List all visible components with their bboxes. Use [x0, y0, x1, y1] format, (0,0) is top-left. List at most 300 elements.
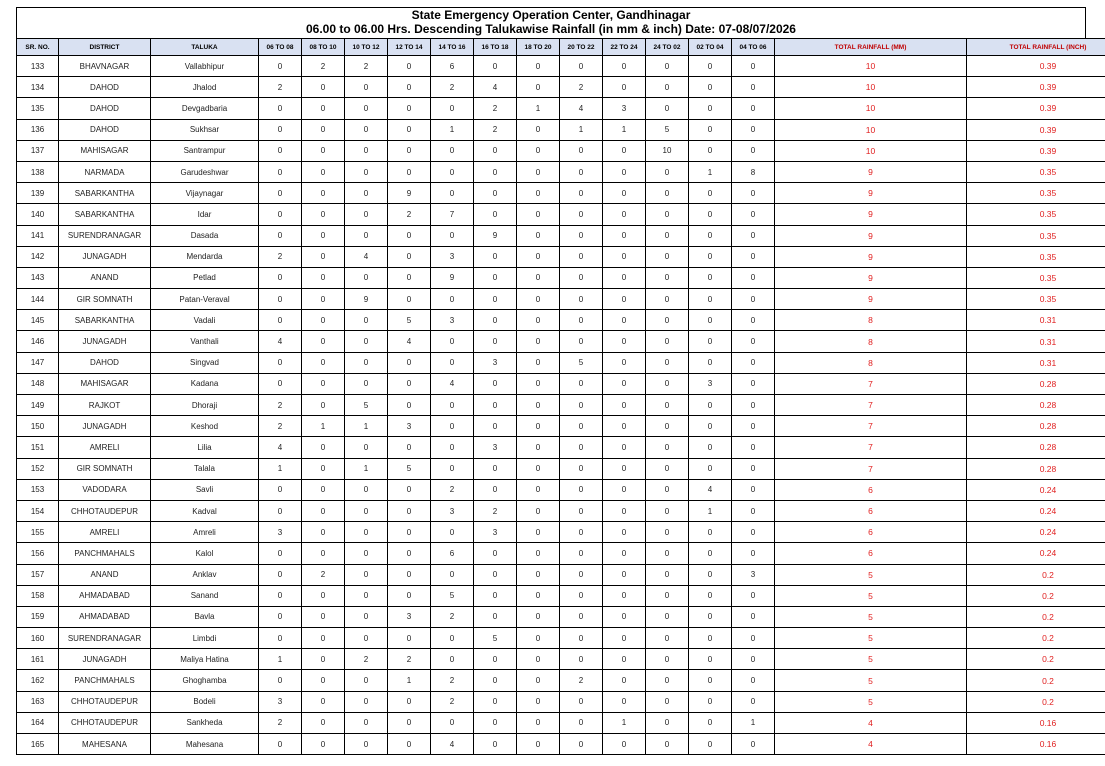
taluka-cell: Mendarda [151, 246, 259, 267]
slot-rainfall-cell: 0 [560, 500, 603, 521]
slot-rainfall-cell: 0 [732, 458, 775, 479]
slot-rainfall-cell: 5 [646, 119, 689, 140]
slot-rainfall-cell: 0 [388, 225, 431, 246]
slot-rainfall-cell: 0 [517, 373, 560, 394]
slot-rainfall-cell: 0 [689, 585, 732, 606]
sr-no-cell: 137 [17, 140, 59, 161]
slot-rainfall-cell: 0 [560, 543, 603, 564]
slot-rainfall-cell: 0 [345, 670, 388, 691]
slot-rainfall-cell: 0 [560, 628, 603, 649]
slot-rainfall-cell: 6 [431, 56, 474, 77]
slot-rainfall-cell: 0 [689, 352, 732, 373]
slot-rainfall-cell: 0 [517, 585, 560, 606]
district-cell: SABARKANTHA [59, 310, 151, 331]
slot-rainfall-cell: 0 [646, 564, 689, 585]
slot-rainfall-cell: 0 [388, 56, 431, 77]
table-row [17, 183, 1105, 204]
total-inch-cell: 0.24 [967, 522, 1105, 543]
taluka-cell: Patan-Veraval [151, 289, 259, 310]
slot-rainfall-cell: 3 [259, 691, 302, 712]
slot-rainfall-cell: 2 [345, 56, 388, 77]
slot-rainfall-cell: 0 [560, 183, 603, 204]
slot-rainfall-cell: 0 [345, 479, 388, 500]
table-row [17, 564, 1105, 585]
slot-rainfall-cell: 0 [603, 479, 646, 500]
slot-rainfall-cell: 0 [689, 670, 732, 691]
slot-rainfall-cell: 0 [345, 119, 388, 140]
col-header-slot: 08 TO 10 [302, 39, 345, 56]
slot-rainfall-cell: 0 [517, 670, 560, 691]
slot-rainfall-cell: 5 [474, 628, 517, 649]
slot-rainfall-cell: 4 [474, 77, 517, 98]
sr-no-cell: 150 [17, 416, 59, 437]
slot-rainfall-cell: 0 [646, 522, 689, 543]
slot-rainfall-cell: 0 [517, 77, 560, 98]
total-mm-cell: 10 [775, 56, 967, 77]
table-row [17, 395, 1105, 416]
col-header-slot: 22 TO 24 [603, 39, 646, 56]
slot-rainfall-cell: 0 [732, 77, 775, 98]
slot-rainfall-cell: 0 [646, 670, 689, 691]
table-row [17, 500, 1105, 521]
slot-rainfall-cell: 0 [560, 649, 603, 670]
table-row [17, 606, 1105, 627]
slot-rainfall-cell: 0 [517, 56, 560, 77]
slot-rainfall-cell: 0 [517, 437, 560, 458]
slot-rainfall-cell: 0 [603, 522, 646, 543]
total-mm-cell: 9 [775, 225, 967, 246]
slot-rainfall-cell: 3 [388, 416, 431, 437]
slot-rainfall-cell: 0 [345, 543, 388, 564]
slot-rainfall-cell: 0 [474, 734, 517, 755]
district-cell: MAHISAGAR [59, 373, 151, 394]
slot-rainfall-cell: 0 [259, 140, 302, 161]
taluka-cell: Santrampur [151, 140, 259, 161]
slot-rainfall-cell: 0 [560, 310, 603, 331]
slot-rainfall-cell: 0 [345, 331, 388, 352]
rainfall-report [16, 7, 1086, 755]
table-row [17, 119, 1105, 140]
slot-rainfall-cell: 0 [646, 734, 689, 755]
slot-rainfall-cell: 0 [302, 628, 345, 649]
slot-rainfall-cell: 0 [603, 437, 646, 458]
slot-rainfall-cell: 0 [345, 373, 388, 394]
slot-rainfall-cell: 0 [732, 331, 775, 352]
slot-rainfall-cell: 0 [517, 225, 560, 246]
total-mm-cell: 6 [775, 479, 967, 500]
slot-rainfall-cell: 0 [689, 395, 732, 416]
slot-rainfall-cell: 0 [560, 289, 603, 310]
district-cell: SABARKANTHA [59, 183, 151, 204]
slot-rainfall-cell: 0 [689, 204, 732, 225]
slot-rainfall-cell: 0 [603, 606, 646, 627]
district-cell: PANCHMAHALS [59, 543, 151, 564]
total-mm-cell: 5 [775, 691, 967, 712]
sr-no-cell: 155 [17, 522, 59, 543]
total-inch-cell: 0.2 [967, 628, 1105, 649]
total-inch-cell: 0.16 [967, 734, 1105, 755]
total-mm-cell: 10 [775, 140, 967, 161]
col-header-slot: 24 TO 02 [646, 39, 689, 56]
total-inch-cell: 0.24 [967, 500, 1105, 521]
slot-rainfall-cell: 0 [388, 246, 431, 267]
slot-rainfall-cell: 1 [603, 119, 646, 140]
taluka-cell: Sukhsar [151, 119, 259, 140]
slot-rainfall-cell: 8 [732, 161, 775, 182]
slot-rainfall-cell: 0 [431, 628, 474, 649]
slot-rainfall-cell: 0 [517, 522, 560, 543]
report-title-block [16, 7, 1086, 38]
slot-rainfall-cell: 0 [345, 352, 388, 373]
slot-rainfall-cell: 0 [603, 564, 646, 585]
slot-rainfall-cell: 0 [474, 458, 517, 479]
slot-rainfall-cell: 0 [302, 352, 345, 373]
slot-rainfall-cell: 0 [345, 225, 388, 246]
slot-rainfall-cell: 0 [302, 225, 345, 246]
slot-rainfall-cell: 0 [603, 649, 646, 670]
slot-rainfall-cell: 0 [259, 585, 302, 606]
col-header-district: DISTRICT [59, 39, 151, 56]
slot-rainfall-cell: 5 [431, 585, 474, 606]
slot-rainfall-cell: 0 [302, 140, 345, 161]
slot-rainfall-cell: 0 [732, 140, 775, 161]
slot-rainfall-cell: 0 [732, 183, 775, 204]
taluka-cell: Kadana [151, 373, 259, 394]
total-inch-cell: 0.28 [967, 437, 1105, 458]
slot-rainfall-cell: 3 [474, 352, 517, 373]
taluka-cell: Bavla [151, 606, 259, 627]
slot-rainfall-cell: 0 [732, 119, 775, 140]
taluka-cell: Vijaynagar [151, 183, 259, 204]
slot-rainfall-cell: 0 [560, 734, 603, 755]
slot-rainfall-cell: 0 [646, 331, 689, 352]
slot-rainfall-cell: 0 [259, 670, 302, 691]
district-cell: AHMADABAD [59, 606, 151, 627]
slot-rainfall-cell: 0 [388, 140, 431, 161]
slot-rainfall-cell: 0 [431, 140, 474, 161]
slot-rainfall-cell: 0 [517, 628, 560, 649]
slot-rainfall-cell: 0 [388, 352, 431, 373]
total-mm-cell: 8 [775, 331, 967, 352]
district-cell: CHHOTAUDEPUR [59, 500, 151, 521]
sr-no-cell: 141 [17, 225, 59, 246]
slot-rainfall-cell: 0 [560, 522, 603, 543]
sr-no-cell: 144 [17, 289, 59, 310]
sr-no-cell: 154 [17, 500, 59, 521]
slot-rainfall-cell: 0 [732, 479, 775, 500]
slot-rainfall-cell: 0 [345, 712, 388, 733]
slot-rainfall-cell: 0 [689, 628, 732, 649]
district-cell: VADODARA [59, 479, 151, 500]
district-cell: BHAVNAGAR [59, 56, 151, 77]
slot-rainfall-cell: 0 [603, 331, 646, 352]
slot-rainfall-cell: 0 [603, 585, 646, 606]
total-mm-cell: 4 [775, 712, 967, 733]
slot-rainfall-cell: 0 [474, 161, 517, 182]
slot-rainfall-cell: 0 [345, 140, 388, 161]
district-cell: AMRELI [59, 522, 151, 543]
slot-rainfall-cell: 0 [603, 246, 646, 267]
total-inch-cell: 0.2 [967, 691, 1105, 712]
total-mm-cell: 9 [775, 267, 967, 288]
table-row [17, 734, 1105, 755]
slot-rainfall-cell: 0 [560, 56, 603, 77]
table-row [17, 585, 1105, 606]
slot-rainfall-cell: 0 [603, 161, 646, 182]
slot-rainfall-cell: 0 [302, 522, 345, 543]
slot-rainfall-cell: 0 [259, 500, 302, 521]
slot-rainfall-cell: 0 [431, 98, 474, 119]
taluka-cell: Savli [151, 479, 259, 500]
slot-rainfall-cell: 0 [259, 373, 302, 394]
slot-rainfall-cell: 0 [732, 289, 775, 310]
slot-rainfall-cell: 0 [732, 98, 775, 119]
total-mm-cell: 7 [775, 458, 967, 479]
slot-rainfall-cell: 0 [431, 352, 474, 373]
sr-no-cell: 158 [17, 585, 59, 606]
sr-no-cell: 151 [17, 437, 59, 458]
slot-rainfall-cell: 0 [474, 310, 517, 331]
slot-rainfall-cell: 0 [302, 310, 345, 331]
header-row [17, 39, 1105, 56]
total-mm-cell: 9 [775, 161, 967, 182]
slot-rainfall-cell: 0 [517, 267, 560, 288]
slot-rainfall-cell: 0 [732, 56, 775, 77]
slot-rainfall-cell: 0 [259, 289, 302, 310]
total-mm-cell: 5 [775, 670, 967, 691]
slot-rainfall-cell: 0 [302, 331, 345, 352]
slot-rainfall-cell: 1 [689, 161, 732, 182]
slot-rainfall-cell: 3 [431, 310, 474, 331]
slot-rainfall-cell: 0 [345, 500, 388, 521]
slot-rainfall-cell: 0 [732, 310, 775, 331]
slot-rainfall-cell: 0 [603, 500, 646, 521]
total-mm-cell: 8 [775, 310, 967, 331]
slot-rainfall-cell: 0 [732, 373, 775, 394]
slot-rainfall-cell: 9 [388, 183, 431, 204]
report-subtitle: 06.00 to 06.00 Hrs. Descending Talukawise Rainfall (in mm & inch) Date: 07-08/07/2026 [306, 22, 796, 36]
slot-rainfall-cell: 0 [474, 183, 517, 204]
slot-rainfall-cell: 0 [302, 649, 345, 670]
slot-rainfall-cell: 0 [388, 564, 431, 585]
total-inch-cell: 0.39 [967, 140, 1105, 161]
taluka-cell: Vanthali [151, 331, 259, 352]
slot-rainfall-cell: 0 [689, 267, 732, 288]
district-cell: AHMADABAD [59, 585, 151, 606]
slot-rainfall-cell: 0 [517, 606, 560, 627]
slot-rainfall-cell: 0 [302, 289, 345, 310]
district-cell: DAHOD [59, 77, 151, 98]
sr-no-cell: 136 [17, 119, 59, 140]
slot-rainfall-cell: 0 [732, 500, 775, 521]
slot-rainfall-cell: 0 [732, 670, 775, 691]
total-inch-cell: 0.16 [967, 712, 1105, 733]
slot-rainfall-cell: 0 [388, 437, 431, 458]
district-cell: MAHESANA [59, 734, 151, 755]
total-inch-cell: 0.31 [967, 331, 1105, 352]
slot-rainfall-cell: 0 [517, 395, 560, 416]
slot-rainfall-cell: 0 [517, 161, 560, 182]
total-mm-cell: 6 [775, 522, 967, 543]
slot-rainfall-cell: 0 [259, 225, 302, 246]
slot-rainfall-cell: 0 [302, 373, 345, 394]
taluka-cell: Sanand [151, 585, 259, 606]
taluka-cell: Kalol [151, 543, 259, 564]
slot-rainfall-cell: 0 [388, 628, 431, 649]
slot-rainfall-cell: 7 [431, 204, 474, 225]
slot-rainfall-cell: 0 [517, 479, 560, 500]
taluka-cell: Bodeli [151, 691, 259, 712]
slot-rainfall-cell: 0 [689, 543, 732, 564]
sr-no-cell: 145 [17, 310, 59, 331]
slot-rainfall-cell: 0 [689, 416, 732, 437]
table-row [17, 352, 1105, 373]
table-row [17, 543, 1105, 564]
district-cell: CHHOTAUDEPUR [59, 691, 151, 712]
table-row [17, 140, 1105, 161]
slot-rainfall-cell: 5 [388, 310, 431, 331]
col-header-total-inch: TOTAL RAINFALL (INCH) [967, 39, 1105, 56]
slot-rainfall-cell: 2 [474, 500, 517, 521]
sr-no-cell: 163 [17, 691, 59, 712]
table-row [17, 204, 1105, 225]
slot-rainfall-cell: 0 [689, 289, 732, 310]
slot-rainfall-cell: 0 [302, 395, 345, 416]
total-inch-cell: 0.39 [967, 77, 1105, 98]
slot-rainfall-cell: 0 [517, 500, 560, 521]
slot-rainfall-cell: 2 [388, 204, 431, 225]
col-header-slot: 16 TO 18 [474, 39, 517, 56]
slot-rainfall-cell: 2 [259, 395, 302, 416]
sr-no-cell: 156 [17, 543, 59, 564]
slot-rainfall-cell: 0 [646, 395, 689, 416]
slot-rainfall-cell: 2 [302, 564, 345, 585]
slot-rainfall-cell: 0 [302, 183, 345, 204]
table-row [17, 98, 1105, 119]
slot-rainfall-cell: 0 [689, 183, 732, 204]
slot-rainfall-cell: 0 [517, 183, 560, 204]
slot-rainfall-cell: 0 [474, 267, 517, 288]
slot-rainfall-cell: 0 [646, 606, 689, 627]
slot-rainfall-cell: 0 [646, 691, 689, 712]
slot-rainfall-cell: 0 [388, 373, 431, 394]
slot-rainfall-cell: 1 [388, 670, 431, 691]
slot-rainfall-cell: 0 [474, 140, 517, 161]
total-inch-cell: 0.2 [967, 649, 1105, 670]
taluka-cell: Maliya Hatina [151, 649, 259, 670]
slot-rainfall-cell: 4 [259, 437, 302, 458]
total-inch-cell: 0.28 [967, 373, 1105, 394]
slot-rainfall-cell: 4 [259, 331, 302, 352]
district-cell: ANAND [59, 564, 151, 585]
col-header-total-mm: TOTAL RAINFALL (MM) [775, 39, 967, 56]
slot-rainfall-cell: 4 [560, 98, 603, 119]
district-cell: JUNAGADH [59, 649, 151, 670]
slot-rainfall-cell: 0 [431, 395, 474, 416]
slot-rainfall-cell: 0 [603, 458, 646, 479]
slot-rainfall-cell: 0 [646, 56, 689, 77]
total-inch-cell: 0.28 [967, 458, 1105, 479]
table-row [17, 458, 1105, 479]
total-mm-cell: 5 [775, 564, 967, 585]
rainfall-table [16, 38, 1105, 755]
slot-rainfall-cell: 0 [302, 712, 345, 733]
slot-rainfall-cell: 2 [431, 691, 474, 712]
slot-rainfall-cell: 0 [474, 416, 517, 437]
taluka-cell: Jhalod [151, 77, 259, 98]
slot-rainfall-cell: 0 [732, 246, 775, 267]
col-header-slot: 02 TO 04 [689, 39, 732, 56]
slot-rainfall-cell: 0 [431, 331, 474, 352]
slot-rainfall-cell: 0 [517, 140, 560, 161]
slot-rainfall-cell: 2 [259, 712, 302, 733]
slot-rainfall-cell: 0 [560, 479, 603, 500]
slot-rainfall-cell: 0 [259, 267, 302, 288]
slot-rainfall-cell: 4 [345, 246, 388, 267]
district-cell: JUNAGADH [59, 416, 151, 437]
slot-rainfall-cell: 0 [302, 77, 345, 98]
table-row [17, 649, 1105, 670]
slot-rainfall-cell: 0 [474, 564, 517, 585]
taluka-cell: Keshod [151, 416, 259, 437]
slot-rainfall-cell: 0 [517, 119, 560, 140]
total-inch-cell: 0.28 [967, 416, 1105, 437]
slot-rainfall-cell: 9 [345, 289, 388, 310]
total-inch-cell: 0.39 [967, 98, 1105, 119]
slot-rainfall-cell: 4 [689, 479, 732, 500]
taluka-cell: Kadval [151, 500, 259, 521]
slot-rainfall-cell: 0 [646, 77, 689, 98]
slot-rainfall-cell: 0 [689, 649, 732, 670]
total-mm-cell: 7 [775, 373, 967, 394]
taluka-cell: Dasada [151, 225, 259, 246]
slot-rainfall-cell: 0 [646, 289, 689, 310]
sr-no-cell: 159 [17, 606, 59, 627]
total-inch-cell: 0.39 [967, 119, 1105, 140]
slot-rainfall-cell: 0 [603, 77, 646, 98]
table-row [17, 331, 1105, 352]
slot-rainfall-cell: 0 [431, 416, 474, 437]
table-row [17, 712, 1105, 733]
slot-rainfall-cell: 0 [474, 289, 517, 310]
district-cell: NARMADA [59, 161, 151, 182]
slot-rainfall-cell: 0 [431, 564, 474, 585]
slot-rainfall-cell: 0 [517, 310, 560, 331]
table-row [17, 267, 1105, 288]
slot-rainfall-cell: 1 [732, 712, 775, 733]
slot-rainfall-cell: 2 [259, 416, 302, 437]
total-inch-cell: 0.35 [967, 204, 1105, 225]
slot-rainfall-cell: 0 [603, 267, 646, 288]
slot-rainfall-cell: 2 [431, 606, 474, 627]
slot-rainfall-cell: 0 [689, 225, 732, 246]
district-cell: SURENDRANAGAR [59, 628, 151, 649]
slot-rainfall-cell: 0 [302, 267, 345, 288]
table-row [17, 691, 1105, 712]
slot-rainfall-cell: 0 [302, 500, 345, 521]
slot-rainfall-cell: 0 [302, 670, 345, 691]
slot-rainfall-cell: 3 [431, 246, 474, 267]
slot-rainfall-cell: 0 [646, 161, 689, 182]
slot-rainfall-cell: 0 [603, 183, 646, 204]
slot-rainfall-cell: 0 [646, 628, 689, 649]
slot-rainfall-cell: 0 [345, 628, 388, 649]
slot-rainfall-cell: 0 [517, 458, 560, 479]
slot-rainfall-cell: 0 [646, 437, 689, 458]
slot-rainfall-cell: 0 [603, 628, 646, 649]
sr-no-cell: 161 [17, 649, 59, 670]
total-mm-cell: 4 [775, 734, 967, 755]
